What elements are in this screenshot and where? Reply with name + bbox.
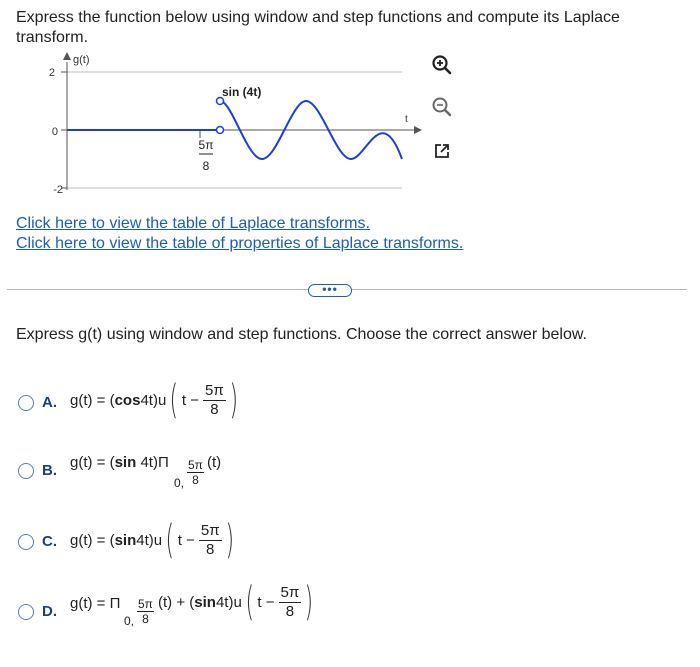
- x-axis-arrow: [414, 126, 422, 134]
- curve-label: sin (4t): [222, 85, 262, 99]
- option-b-num: 5π: [188, 458, 203, 472]
- option-a-expression[interactable]: [70, 376, 241, 424]
- option-a-func: cos: [114, 391, 141, 409]
- option-b-sub-prefix: 0,: [174, 476, 185, 490]
- x-marker-den: 8: [202, 159, 210, 173]
- option-c-right-paren: ): [225, 517, 234, 563]
- option-a-lhs: g(t) = (: [70, 391, 115, 409]
- option-b-radio[interactable]: [18, 463, 34, 479]
- option-d-func: sin: [194, 593, 216, 611]
- option-c-expression[interactable]: [70, 516, 237, 564]
- laplace-table-link[interactable]: Click here to view the table of Laplace transforms.: [16, 215, 370, 232]
- option-d-right-paren: ): [304, 579, 314, 625]
- option-b-fraction: [187, 458, 204, 487]
- open-point-zero: [217, 127, 224, 134]
- option-d-radio[interactable]: [18, 604, 34, 620]
- option-c-letter: C.: [42, 533, 57, 550]
- option-a-den: 8: [210, 400, 219, 418]
- option-d-sub-fraction: [137, 597, 154, 626]
- laplace-properties-link[interactable]: Click here to view the table of properties of Laplace transforms.: [16, 235, 464, 252]
- option-c-left-paren: (: [165, 517, 175, 563]
- option-b-mid: 4t)Π: [136, 454, 169, 471]
- option-c-inner: t −: [177, 531, 195, 549]
- option-d-letter: D.: [42, 603, 57, 620]
- option-a-num: 5π: [205, 381, 224, 399]
- open-external-button[interactable]: [429, 138, 455, 164]
- option-d-arg: (t) + (: [158, 593, 195, 611]
- y-axis-arrow: [63, 52, 71, 60]
- option-c-lhs: g(t) = (: [70, 531, 115, 549]
- option-b-func: sin: [114, 454, 137, 471]
- option-d-lhs[interactable]: g(t) = Π: [70, 595, 121, 612]
- y-tick-label-zero: 0: [51, 126, 58, 138]
- function-graph: [28, 48, 428, 198]
- option-b-lhs: g(t) = (: [70, 454, 115, 471]
- option-a-radio[interactable]: [18, 395, 34, 411]
- option-a-right-paren: ): [229, 377, 238, 423]
- external-link-icon: [431, 140, 453, 162]
- question-text: Express the function below using window and step functions and compute its Laplace transform.: [16, 9, 620, 46]
- option-d-sub-den: 8: [142, 612, 149, 626]
- option-c-radio[interactable]: [18, 534, 34, 550]
- option-b-arg: (t): [207, 454, 222, 471]
- option-b-den: 8: [192, 473, 199, 487]
- option-a-mid: 4t)u: [140, 391, 167, 409]
- option-d-num: 5π: [280, 583, 300, 601]
- answer-prompt: Express g(t) using window and step functions. Choose the correct answer below.: [16, 326, 587, 343]
- option-c-func: sin: [114, 531, 137, 549]
- zoom-out-button[interactable]: [429, 94, 455, 120]
- option-a-left-paren: (: [169, 377, 179, 423]
- option-a-fraction: [203, 382, 226, 419]
- option-c-den: 8: [206, 540, 215, 558]
- option-c-mid: 4t)u: [136, 531, 163, 549]
- option-c-num: 5π: [200, 521, 220, 539]
- option-a-inner: t −: [181, 391, 200, 409]
- y-tick-label-bottom: -2: [53, 184, 63, 196]
- option-d-expression-rest[interactable]: [158, 578, 317, 626]
- option-a-letter: A.: [42, 394, 57, 411]
- option-d-fraction: [279, 584, 302, 621]
- option-d-inner: t −: [257, 593, 275, 611]
- option-d-den: 8: [285, 602, 295, 620]
- more-button[interactable]: [308, 281, 352, 297]
- x-marker-num: 5π: [198, 138, 214, 152]
- more-dots: •••: [322, 281, 338, 296]
- zoom-in-icon: [431, 54, 453, 76]
- x-axis-label: t: [405, 114, 408, 125]
- zoom-out-icon: [431, 96, 453, 118]
- option-d-sub-num: 5π: [138, 597, 153, 611]
- option-d-mid: 4t)u: [215, 593, 242, 611]
- option-d-left-paren: (: [245, 579, 254, 625]
- option-b-letter: B.: [42, 462, 57, 479]
- zoom-in-button[interactable]: [429, 52, 455, 78]
- y-axis-label: g(t): [73, 54, 90, 66]
- option-b-expression[interactable]: [70, 454, 169, 471]
- option-c-fraction: [199, 522, 222, 559]
- option-d-sub-prefix: 0,: [124, 614, 135, 628]
- y-tick-label-top: 2: [48, 67, 55, 79]
